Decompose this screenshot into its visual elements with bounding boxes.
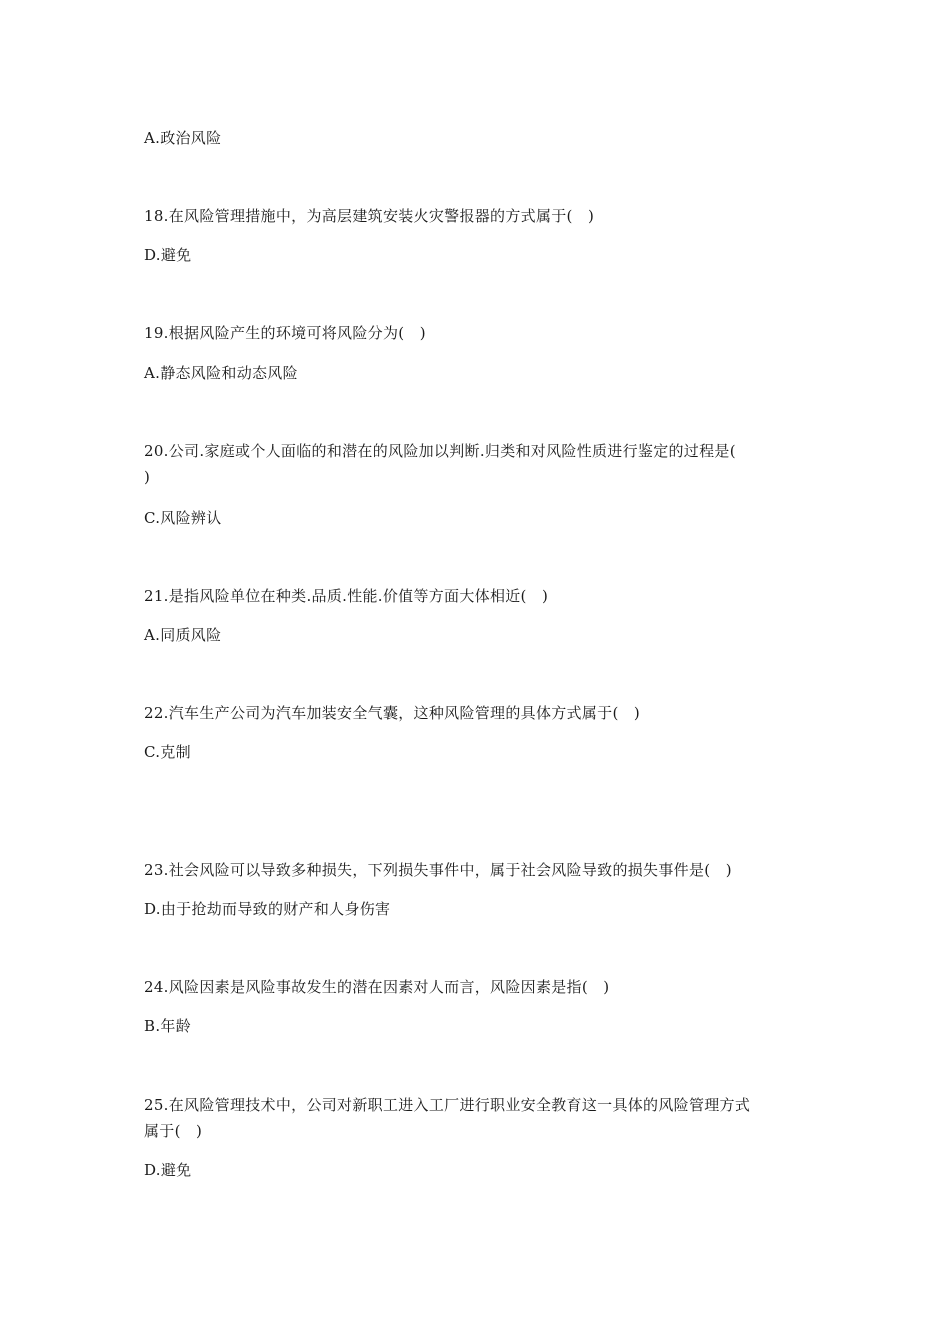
question-21: 21.是指风险单位在种类.品质.性能.价值等方面大体相近( ) bbox=[144, 587, 549, 605]
question-20: 20.公司.家庭或个人面临的和潜在的风险加以判断.归类和对风险性质进行鉴定的过程是( bbox=[144, 442, 736, 460]
answer-17: A.政治风险 bbox=[144, 129, 222, 147]
answer-18: D.避免 bbox=[144, 246, 192, 264]
question-25: 25.在风险管理技术中，公司对新职工进入工厂进行职业安全教育这一具体的风险管理方式 bbox=[144, 1096, 751, 1114]
question-22: 22.汽车生产公司为汽车加装安全气囊，这种风险管理的具体方式属于( ) bbox=[144, 704, 641, 722]
answer-24: B.年龄 bbox=[144, 1017, 191, 1035]
question-18: 18.在风险管理措施中，为高层建筑安装火灾警报器的方式属于( ) bbox=[144, 207, 595, 225]
question-25-continued: 属于( ) bbox=[144, 1122, 203, 1140]
answer-20: C.风险辨认 bbox=[144, 509, 222, 527]
question-20-continued: ) bbox=[144, 468, 151, 486]
question-24: 24.风险因素是风险事故发生的潜在因素对人而言，风险因素是指( ) bbox=[144, 978, 610, 996]
question-23: 23.社会风险可以导致多种损失，下列损失事件中，属于社会风险导致的损失事件是( ) bbox=[144, 861, 732, 879]
answer-19: A.静态风险和动态风险 bbox=[144, 364, 298, 382]
answer-22: C.克制 bbox=[144, 743, 191, 761]
answer-25: D.避免 bbox=[144, 1161, 192, 1179]
answer-23: D.由于抢劫而导致的财产和人身伤害 bbox=[144, 900, 391, 918]
question-19: 19.根据风险产生的环境可将风险分为( ) bbox=[144, 324, 426, 342]
answer-21: A.同质风险 bbox=[144, 626, 222, 644]
